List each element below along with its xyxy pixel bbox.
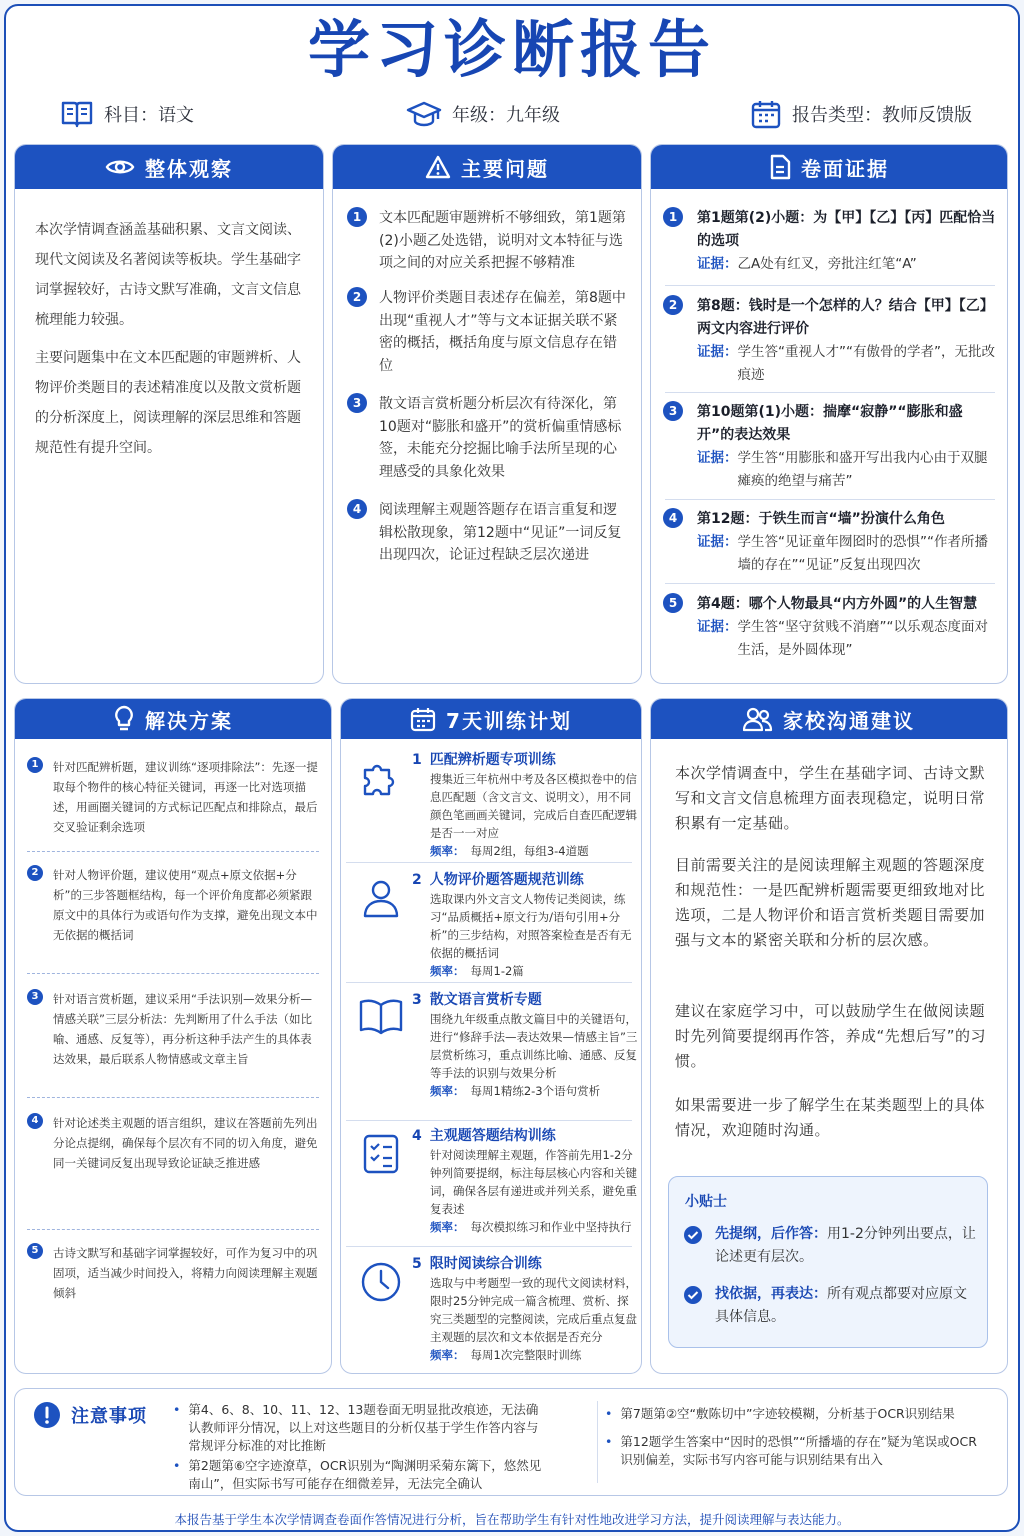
communication-paragraph-1: 本次学情调查中，学生在基础字词、古诗文默写和文言文信息梳理方面表现稳定，说明日常积累有一定基础。: [675, 764, 986, 832]
tips-title: 小贴士: [685, 1194, 727, 1210]
book-icon: [60, 99, 94, 129]
solution-number: 5: [27, 1243, 43, 1259]
check-circle-icon: [683, 1285, 703, 1305]
notes-box: [14, 1388, 1008, 1496]
evidence-label: 证据：: [697, 344, 738, 360]
solution-text: 针对人物评价题，建议使用“观点+原文依据+分析”的三步答题框结构，每一个评价角度都必须紧跟原文中的具体行为或语句作为支撑，避免出现文本中无依据的概括词: [53, 868, 318, 942]
plan-number: 1: [412, 752, 422, 768]
issue-text: 阅读理解主观题答题存在语言重复和逻辑松散现象，第12题中“见证”一词反复出现四次，论证过程缺乏层次递进: [379, 502, 622, 563]
plan-number: 5: [412, 1256, 422, 1272]
check-circle-icon: [683, 1225, 703, 1245]
evidence-number: 1: [663, 207, 683, 227]
solution-number: 4: [27, 1113, 43, 1129]
issue-text: 人物评价类题目表述存在偏差，第8题中出现“重视人才”等与文本证据关联不紧密的概括，概括角度与原文信息存在错位: [379, 290, 626, 374]
plan-number: 4: [412, 1128, 422, 1144]
solution-item: [27, 1113, 319, 1173]
tip-text: 用1-2分钟列出要点，让论述更有层次。: [715, 1226, 976, 1265]
evidence-number: 5: [663, 593, 683, 613]
evidence-title: 第1题第(2)小题：为【甲】【乙】【丙】匹配恰当的选项: [697, 210, 996, 249]
meta-subject: [60, 96, 194, 132]
issue-number: 1: [347, 207, 367, 227]
solutions-header: [15, 699, 331, 739]
plan-item: [350, 1254, 640, 1364]
plan-freq: 每周2组，每组3-4道题: [470, 844, 589, 858]
divider: [665, 499, 995, 500]
evidence-number: 4: [663, 508, 683, 528]
divider: [27, 851, 319, 852]
divider: [346, 982, 632, 983]
plan-freq-label: 频率：: [430, 1220, 465, 1234]
issue-text: 文本匹配题审题辨析不够细致，第1题第(2)小题乙处选错，说明对文本特征与选项之间的对应关系把握不够精准: [379, 210, 626, 271]
divider: [665, 583, 995, 584]
plan-title: 主观题答题结构训练: [429, 1128, 556, 1144]
report-type-label: 报告类型：教师反馈版: [792, 105, 972, 126]
grade-label: 年级：九年级: [452, 105, 560, 126]
evidence-label: 证据：: [697, 534, 738, 550]
meta-report-type: [750, 96, 972, 132]
plan-desc: 针对阅读理解主观题，作答前先用1-2分钟列简要提纲，标注每层核心内容和关键词，确保各层有递进或并列关系，避免重复表述: [430, 1148, 637, 1216]
evidence-title: 第8题：钱时是一个怎样的人？结合【甲】【乙】两文内容进行评价: [697, 298, 994, 337]
divider: [597, 1401, 598, 1483]
evidence-item: [663, 508, 997, 576]
solution-item: [27, 865, 319, 945]
communication-paragraph-2: 目前需要关注的是阅读理解主观题的答题深度和规范性：一是匹配辨析题需要更细致地对比选项，二是人物评价和语言赏析类题目需要加强与文本的紧密关联和分析的层次感。: [675, 856, 986, 949]
evidence-heading: 卷面证据: [801, 156, 889, 181]
calendar-icon: [410, 706, 436, 732]
solutions-panel: [14, 698, 332, 1374]
evidence-item: [663, 401, 997, 492]
issue-item: [347, 499, 629, 567]
evidence-number: 3: [663, 401, 683, 421]
evidence-proof: 学生答“见证童年囫囵时的恐惧”“作者所播墙的存在”“见证”反复出现四次: [737, 534, 988, 573]
note-item: • 第12题学生答案中“因时的恐惧”“所播墙的存在”疑为笔误或OCR识别偏差，实际书写内容可能与识别结果有出入: [605, 1433, 985, 1469]
issue-text: 散文语言赏析题分析层次有待深化，第10题对“膨胀和盛开”的赏析偏重情感标签，未能充分挖掘比喻手法所呈现的心理感受的具象化效果: [379, 396, 622, 480]
divider: [665, 285, 995, 286]
plan-title: 人物评价题答题规范训练: [429, 872, 584, 888]
solution-text: 针对语言赏析题，建议采用“手法识别—效果分析—情感关联”三层分析法：先判断用了什么手法（如比喻、通感、反复等），再分析这种手法产生的具体表达效果，最后联系人物情感或文章主旨: [53, 992, 312, 1066]
communication-header: [651, 699, 1007, 739]
tip-item: [683, 1223, 977, 1269]
evidence-proof: 学生答“用膨胀和盛开写出我内心由于双腿瘫痪的绝望与痛苦”: [737, 450, 988, 489]
calendar-icon: [750, 98, 782, 130]
lightbulb-icon: [113, 705, 135, 733]
divider: [665, 392, 995, 393]
communication-heading: 家校沟通建议: [783, 708, 915, 733]
issues-header: [333, 145, 641, 189]
plan-header: [341, 699, 641, 739]
book-icon: [358, 996, 404, 1036]
plan-title: 散文语言赏析专题: [429, 992, 542, 1008]
checklist-icon: [361, 1132, 401, 1176]
plan-title: 限时阅读综合训练: [429, 1256, 542, 1272]
page-title: 学习诊断报告: [307, 13, 716, 86]
overall-paragraph-1: 本次学情调查涵盖基础积累、文言文阅读、现代文阅读及名著阅读等板块。学生基础字词掌握较好，古诗文默写准确，文言文信息梳理能力较强。: [35, 222, 301, 328]
solution-text: 古诗文默写和基础字词掌握较好，可作为复习中的巩固项，适当减少时间投入，将精力向阅读理解主观题倾斜: [53, 1246, 318, 1300]
evidence-header: [651, 145, 1007, 189]
issue-item: [347, 207, 629, 275]
evidence-title: 第10题第(1)小题：揣摩“寂静”“膨胀和盛开”的表达效果: [697, 404, 963, 443]
evidence-title: 第12题：于铁生而言“墙”扮演什么角色: [697, 511, 945, 527]
evidence-label: 证据：: [697, 256, 738, 272]
divider: [346, 1246, 632, 1247]
plan-desc: 选取与中考题型一致的现代文阅读材料，限时25分钟完成一篇含梳理、赏析、探究三类题型的完整阅读，完成后重点复盘主观题的层次和文本依据是否充分: [430, 1276, 637, 1344]
note-item: • 第2题第⑥空字迹潦草，OCR识别为“陶渊明采菊东篱下，悠然见南山”，但实际书写可能存在细微差异，无法完全确认: [173, 1458, 542, 1491]
overall-header: [15, 145, 323, 189]
tip-text: 所有观点都要对应原文具体信息。: [715, 1286, 967, 1325]
evidence-proof: 学生答“坚守贫贱不消磨”“以乐观态度面对生活，是外圆体现”: [737, 619, 988, 658]
issue-number: 2: [347, 287, 367, 307]
plan-item: [350, 990, 640, 1100]
tips-box: [668, 1176, 988, 1348]
people-icon: [743, 706, 773, 732]
evidence-number: 2: [663, 295, 683, 315]
eye-icon: [105, 157, 135, 177]
overall-heading: 整体观察: [145, 156, 233, 181]
plan-item: [350, 870, 640, 980]
issue-number: 4: [347, 499, 367, 519]
solutions-heading: 解决方案: [145, 708, 233, 733]
tip-item: [683, 1283, 977, 1329]
plan-freq-label: 频率：: [430, 1348, 465, 1362]
note-text: 第4、6、8、10、11、12、13题卷面无明显批改痕迹，无法确认教师评分情况，以上对这些题目的分析仅基于学生作答内容与常规评分标准的对比推断: [188, 1402, 539, 1453]
plan-heading: 7天训练计划: [446, 708, 572, 733]
issues-heading: 主要问题: [461, 156, 549, 181]
issue-item: [347, 287, 629, 377]
tip-bold: 先提纲，后作答：: [715, 1226, 827, 1242]
evidence-label: 证据：: [697, 619, 738, 635]
alert-icon: [33, 1401, 61, 1429]
plan-item: [350, 750, 640, 860]
overall-paragraph-2: 主要问题集中在文本匹配题的审题辨析、人物评价类题目的表述精准度以及散文赏析题的分析深度上，阅读理解的深层思维和答题规范性有提升空间。: [35, 350, 301, 456]
evidence-proof: 学生答“重视人才”“有傲骨的学者”，无批改痕迹: [737, 344, 995, 383]
issue-item: [347, 393, 629, 483]
plan-freq-label: 频率：: [430, 1084, 465, 1098]
plan-number: 3: [412, 992, 422, 1008]
notes-header: [33, 1401, 147, 1429]
tip-bold: 找依据，再表达：: [715, 1286, 827, 1302]
solution-item: [27, 989, 319, 1069]
plan-freq: 每次模拟练习和作业中坚持执行: [470, 1220, 632, 1234]
plan-title: 匹配辨析题专项训练: [429, 752, 556, 768]
notes-heading: 注意事项: [71, 1406, 147, 1427]
solution-number: 1: [27, 757, 43, 773]
solution-item: [27, 1243, 319, 1303]
plan-freq: 每周1-2篇: [470, 964, 524, 978]
solution-text: 针对匹配辨析题，建议训练“逐项排除法”：先逐一提取每个物件的核心特征关键词，再逐一比对选项描述，用画圈关键词的方式标记匹配点和排除点，最后交叉验证剩余选项: [53, 760, 318, 834]
subject-label: 科目：语文: [104, 105, 194, 126]
warning-icon: [425, 155, 451, 179]
plan-number: 2: [412, 872, 422, 888]
clock-icon: [359, 1260, 403, 1304]
divider: [346, 862, 632, 863]
issues-panel: [332, 144, 642, 684]
solution-item: [27, 757, 319, 837]
evidence-item: [663, 295, 997, 386]
footer-note: 本报告基于学生本次学情调查卷面作答情况进行分析，旨在帮助学生有针对性地改进学习方法，提升阅读理解与表达能力。: [174, 1512, 850, 1527]
plan-item: [350, 1126, 640, 1236]
meta-grade: [406, 96, 560, 132]
divider: [27, 1097, 319, 1098]
overall-panel: [14, 144, 324, 684]
note-item: • 第7题第②空“敷陈切中”字迹较模糊，分析基于OCR识别结果: [605, 1406, 955, 1421]
divider: [346, 1120, 632, 1121]
evidence-item: [663, 593, 997, 661]
note-text: 第7题第②空“敷陈切中”字迹较模糊，分析基于OCR识别结果: [620, 1406, 955, 1421]
note-item: • 第4、6、8、10、11、12、13题卷面无明显批改痕迹，无法确认教师评分情况，以上对这些题目的分析仅基于学生作答内容与常规评分标准的对比推断: [173, 1401, 543, 1455]
plan-desc: 搜集近三年杭州中考及各区模拟卷中的信息匹配题（含文言文、说明文），用不同颜色笔画画关键词，完成后自查匹配逻辑是否一一对应: [430, 772, 637, 840]
plan-desc: 选取课内外文言文人物传记类阅读，练习“品质概括+原文行为/语句引用+分析”的三步结构，对照答案检查是否有无依据的概括词: [430, 892, 632, 960]
plan-desc: 围绕九年级重点散文篇目中的关键语句，进行“修辞手法—表达效果—情感主旨”三层赏析练习，重点训练比喻、通感、反复等手法的识别与效果分析: [430, 1012, 638, 1080]
divider: [27, 973, 319, 974]
document-icon: [769, 154, 791, 180]
evidence-title: 第4题：哪个人物最具“内方外圆”的人生智慧: [697, 596, 978, 612]
note-text: 第12题学生答案中“因时的恐惧”“所播墙的存在”疑为笔误或OCR识别偏差，实际书写内容可能与识别结果有出入: [620, 1434, 977, 1467]
solution-number: 2: [27, 865, 43, 881]
puzzle-icon: [359, 756, 403, 800]
solution-text: 针对论述类主观题的语言组织，建议在答题前先列出分论点提纲，确保每个层次有不同的切入角度，避免同一关键词反复出现导致论证缺乏推进感: [53, 1116, 318, 1170]
plan-freq-label: 频率：: [430, 844, 465, 858]
issue-number: 3: [347, 393, 367, 413]
divider: [27, 1229, 319, 1230]
communication-paragraph-3: 建议在家庭学习中，可以鼓励学生在做阅读题时先列简要提纲再作答，养成“先想后写”的习惯。: [675, 1002, 987, 1070]
graduation-cap-icon: [406, 99, 442, 129]
solution-number: 3: [27, 989, 43, 1005]
plan-freq: 每周1次完整限时训练: [470, 1348, 582, 1362]
evidence-panel: [650, 144, 1008, 684]
evidence-proof: 乙A处有红叉，旁批注红笔“A”: [737, 256, 917, 272]
evidence-label: 证据：: [697, 450, 738, 466]
communication-paragraph-4: 如果需要进一步了解学生在某类题型上的具体情况，欢迎随时沟通。: [675, 1096, 986, 1139]
person-icon: [359, 876, 403, 920]
note-text: 第2题第⑥空字迹潦草，OCR识别为“陶渊明采菊东篱下，悠然见南山”，但实际书写可能存在细微差异，无法完全确认: [188, 1458, 542, 1491]
plan-freq: 每周1精练2-3个语句赏析: [470, 1084, 601, 1098]
evidence-item: [663, 207, 997, 276]
plan-freq-label: 频率：: [430, 964, 465, 978]
